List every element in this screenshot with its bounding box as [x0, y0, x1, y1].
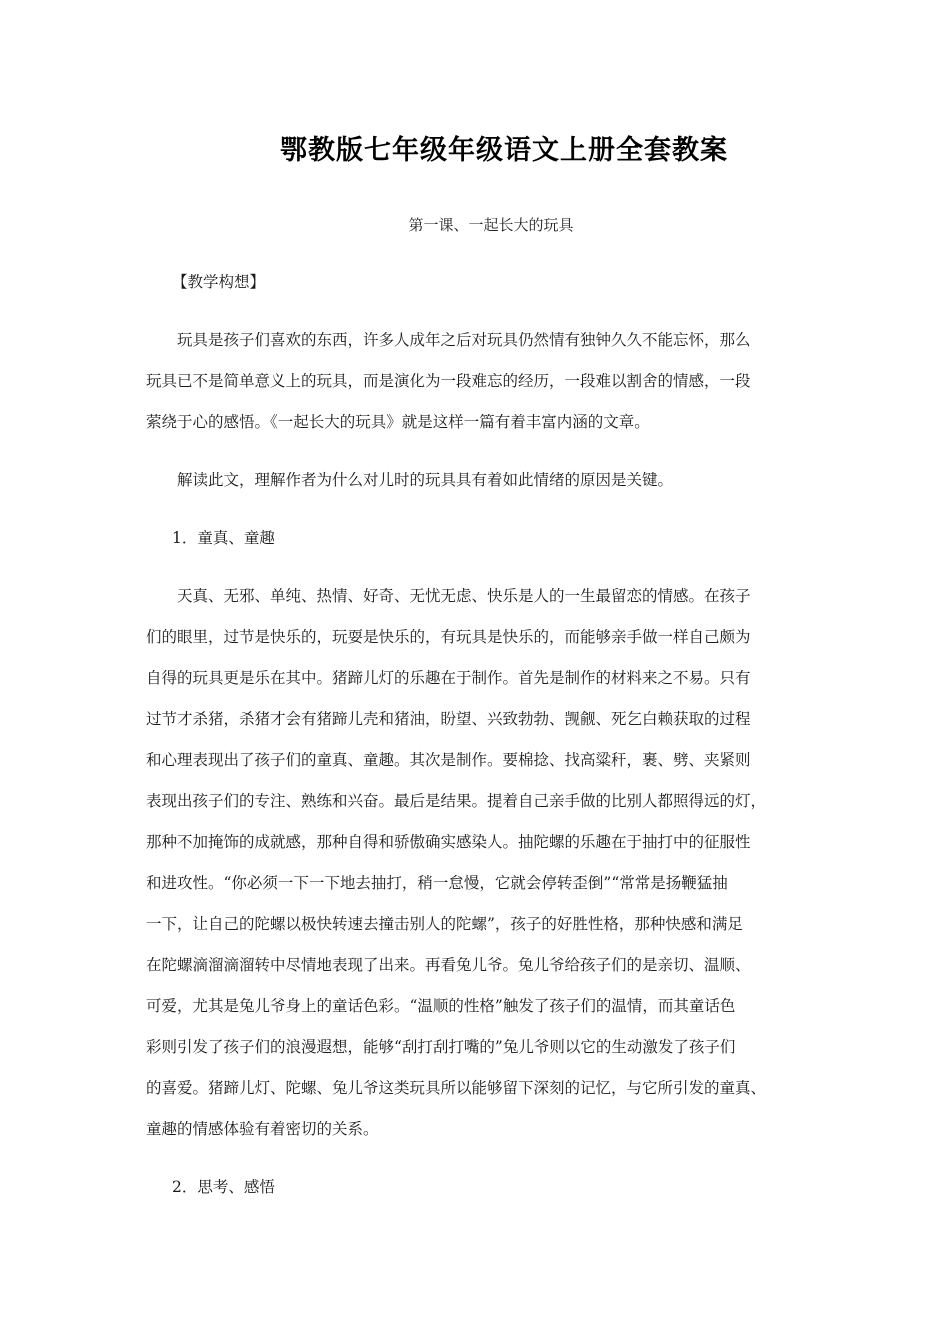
- paragraph-line: 和心理表现出了孩子们的童真、童趣。其次是制作。要棉捻、找高粱秆，裹、劈、夹紧则: [146, 751, 751, 769]
- point-heading-1: 1．童真、童趣: [172, 529, 275, 547]
- paragraph-line: 们的眼里，过节是快乐的，玩耍是快乐的，有玩具是快乐的，而能够亲手做一样自己颇为: [146, 628, 751, 646]
- paragraph-line: 过节才杀猪，杀猪才会有猪蹄儿壳和猪油，盼望、兴致勃勃、觊觎、死乞白赖获取的过程: [146, 710, 751, 728]
- paragraph-line: 解读此文，理解作者为什么对儿时的玩具具有着如此情绪的原因是关键。: [146, 471, 674, 489]
- paragraph-line: 可爱，尤其是兔儿爷身上的童话色彩。“温顺的性格”触发了孩子们的温情，而其童话色: [146, 997, 736, 1015]
- section-heading: 【教学构想】: [172, 273, 266, 291]
- paragraph-line: 童趣的情感体验有着密切的关系。: [146, 1120, 379, 1138]
- paragraph-line: 一下，让自己的陀螺以极快转速去撞击别人的陀螺”，孩子的好胜性格，那种快感和满足: [146, 915, 743, 933]
- paragraph-line: 那种不加掩饰的成就感，那种自得和骄傲确实感染人。抽陀螺的乐趣在于抽打中的征服性: [146, 833, 751, 851]
- paragraph-line: 天真、无邪、单纯、热情、好奇、无忧无虑、快乐是人的一生最留恋的情感。在孩子: [146, 587, 751, 605]
- paragraph-line: 彩则引发了孩子们的浪漫遐想，能够“刮打刮打嘴的”兔儿爷则以它的生动激发了孩子们: [146, 1038, 736, 1056]
- paragraph-line: 和进攻性。“你必须一下一下地去抽打，稍一怠慢，它就会停转歪倒”“常常是扬鞭猛抽: [146, 874, 728, 892]
- document-title: 鄂教版七年级年级语文上册全套教案: [280, 135, 728, 166]
- paragraph-line: 的喜爱。猪蹄儿灯、陀螺、兔儿爷这类玩具所以能够留下深刻的记忆，与它所引发的童真、: [146, 1079, 767, 1097]
- paragraph-line: 在陀螺滴溜滴溜转中尽情地表现了出来。再看兔儿爷。兔儿爷给孩子们的是亲切、温顺、: [146, 956, 751, 974]
- point-heading-2: 2．思考、感悟: [172, 1178, 275, 1196]
- paragraph-line: 萦绕于心的感悟。《一起长大的玩具》就是这样一篇有着丰富内涵的文章。: [146, 413, 650, 431]
- lesson-subtitle: 第一课、一起长大的玩具: [408, 216, 574, 234]
- paragraph-line: 表现出孩子们的专注、熟练和兴奋。最后是结果。提着自己亲手做的比别人都照得远的灯，: [146, 792, 767, 810]
- paragraph-line: 玩具是孩子们喜欢的东西，许多人成年之后对玩具仍然情有独钟久久不能忘怀，那么: [146, 331, 751, 349]
- paragraph-line: 自得的玩具更是乐在其中。猪蹄儿灯的乐趣在于制作。首先是制作的材料来之不易。只有: [146, 669, 751, 687]
- paragraph-line: 玩具已不是简单意义上的玩具，而是演化为一段难忘的经历，一段难以割舍的情感，一段: [146, 372, 751, 390]
